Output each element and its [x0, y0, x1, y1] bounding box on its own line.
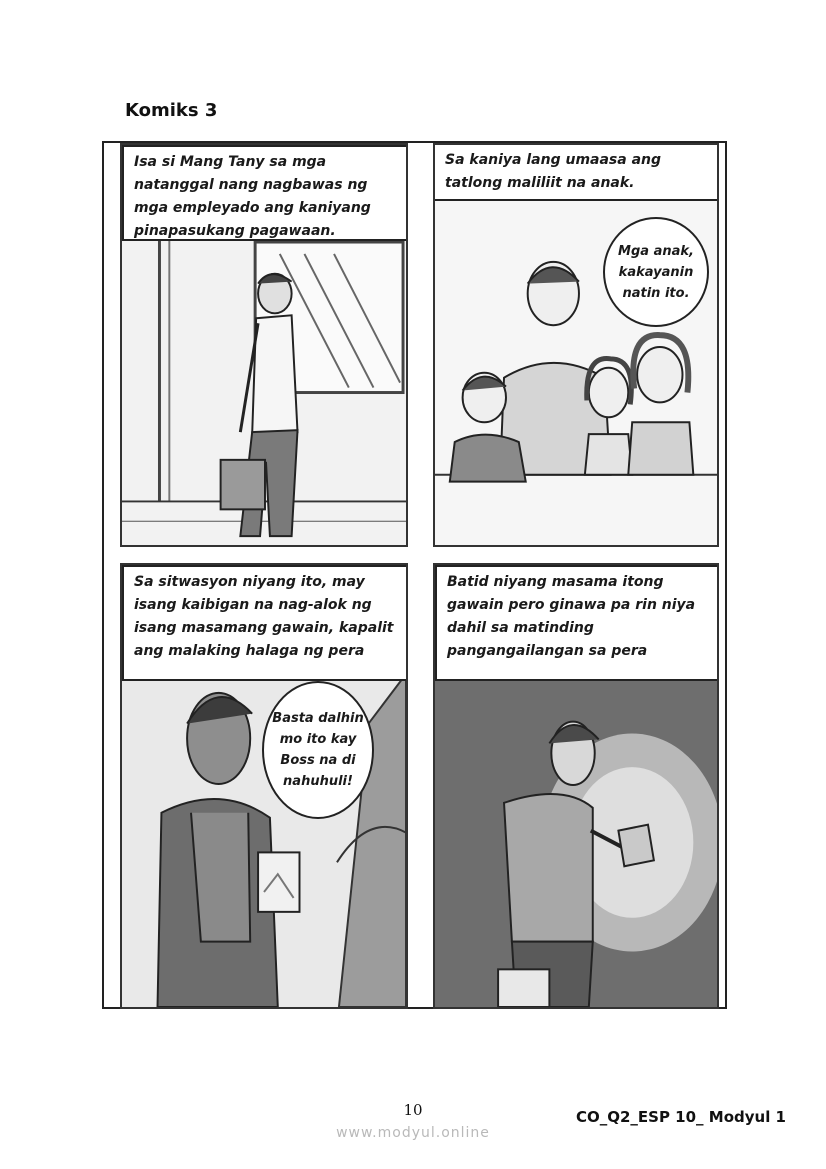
panel-3-caption: Sa sitwasyon niyang ito, may isang kaibigan na nag-alok ng isang masamang gawain, kapalit ang malaking halaga ng pera — [122, 565, 408, 681]
page-heading: Komiks 3 — [125, 100, 218, 121]
panel-2-speech-bubble: Mga anak, kakayanin natin ito. — [603, 217, 709, 327]
comic-panel-3 — [120, 563, 408, 1009]
comic-panel-4 — [433, 563, 719, 1009]
panel-2-illustration — [435, 145, 717, 545]
panel-2-caption: Sa kaniya lang umaasa ang tatlong maliliit na anak. — [435, 145, 719, 201]
comic-strip — [102, 141, 727, 1009]
module-code: CO_Q2_ESP 10_ Modyul 1 — [575, 1108, 786, 1126]
page-number: 10 — [403, 1101, 423, 1119]
panel-3-speech-bubble: Basta dalhin mo ito kay Boss na di nahuhuli! — [262, 681, 374, 819]
comic-panel-2 — [433, 143, 719, 547]
comic-panel-1 — [120, 143, 408, 547]
watermark: www.modyul.online — [336, 1125, 490, 1141]
panel-1-caption: Isa si Mang Tany sa mga natanggal nang nagbawas ng mga empleyado ang kaniyang pinapasukang pagawaan. — [122, 145, 408, 241]
panel-4-caption: Batid niyang masama itong gawain pero ginawa pa rin niya dahil sa matinding pangangailangan sa pera — [435, 565, 719, 681]
